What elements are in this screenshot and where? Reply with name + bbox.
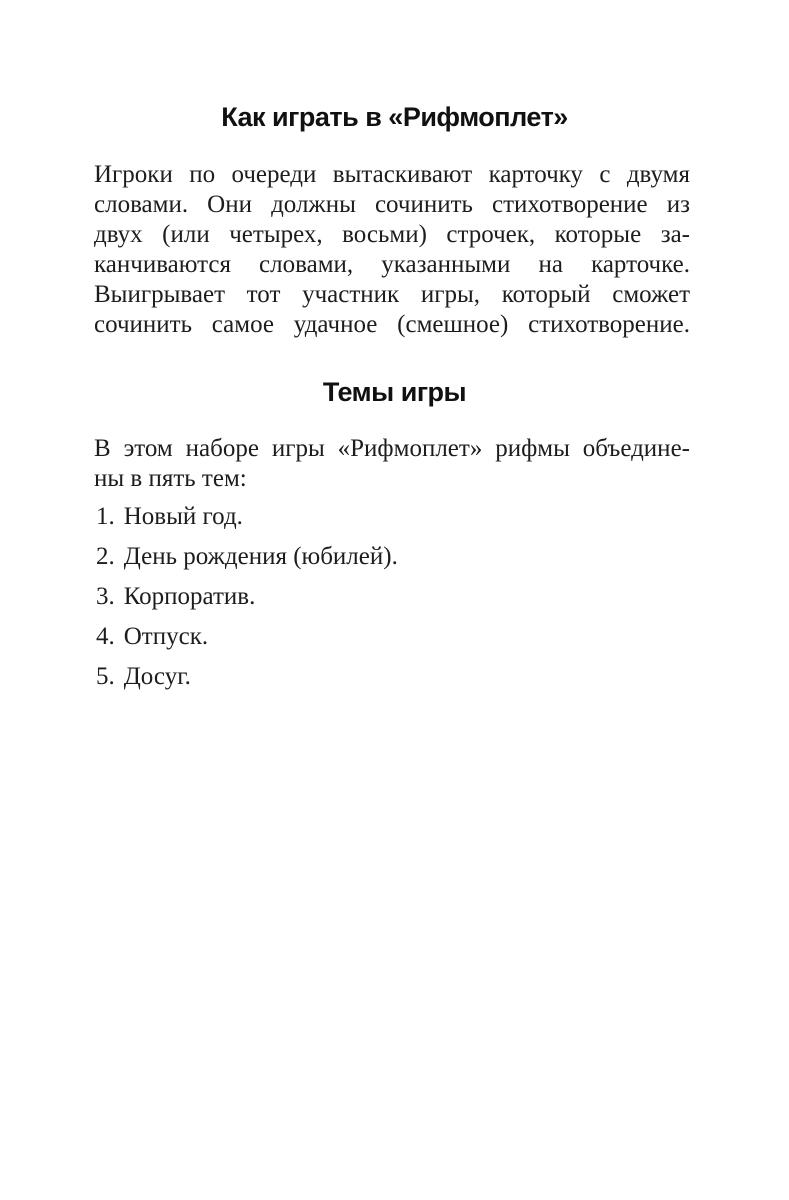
how-to-play-paragraph bbox=[94, 160, 690, 340]
theme-item-text: Отпуск. bbox=[123, 623, 209, 650]
theme-item-number: 3. bbox=[96, 583, 115, 610]
how-to-play-section-title: Как играть в «Рифмоплет» bbox=[221, 102, 568, 132]
theme-item-text: День рождения (юбилей). bbox=[123, 543, 398, 570]
themes-list bbox=[96, 502, 690, 702]
paragraph-line: сочинить самое удачное (смешное) стихотворение. bbox=[94, 311, 690, 338]
theme-item-text: Новый год. bbox=[123, 503, 243, 530]
theme-list-item bbox=[96, 582, 690, 622]
theme-list-item bbox=[96, 622, 690, 662]
theme-item-text: Корпоратив. bbox=[123, 583, 256, 610]
paragraph-line: словами. Они должны сочинить стихотворение из bbox=[94, 191, 690, 218]
themes-intro-paragraph bbox=[94, 434, 690, 494]
theme-list-item bbox=[96, 542, 690, 582]
theme-list-item bbox=[96, 502, 690, 542]
theme-item-number: 2. bbox=[96, 543, 115, 570]
paragraph-line: В этом наборе игры «Рифмоплет» рифмы объедине- bbox=[94, 435, 690, 462]
themes-section-title: Темы игры bbox=[322, 377, 467, 407]
paragraph-line: канчиваются словами, указанными на карточке. bbox=[94, 251, 690, 278]
paragraph-line: ны в пять тем: bbox=[94, 465, 247, 492]
theme-list-item bbox=[96, 662, 690, 702]
paragraph-line: Выигрывает тот участник игры, который сможет bbox=[94, 281, 690, 308]
theme-item-number: 4. bbox=[96, 623, 115, 650]
theme-item-number: 5. bbox=[96, 663, 115, 690]
theme-item-text: Досуг. bbox=[123, 663, 191, 690]
theme-item-number: 1. bbox=[96, 503, 115, 530]
paragraph-line: Игроки по очереди вытаскивают карточку с двумя bbox=[94, 161, 690, 188]
paragraph-line: двух (или четырех, восьми) строчек, которые за- bbox=[94, 221, 690, 248]
